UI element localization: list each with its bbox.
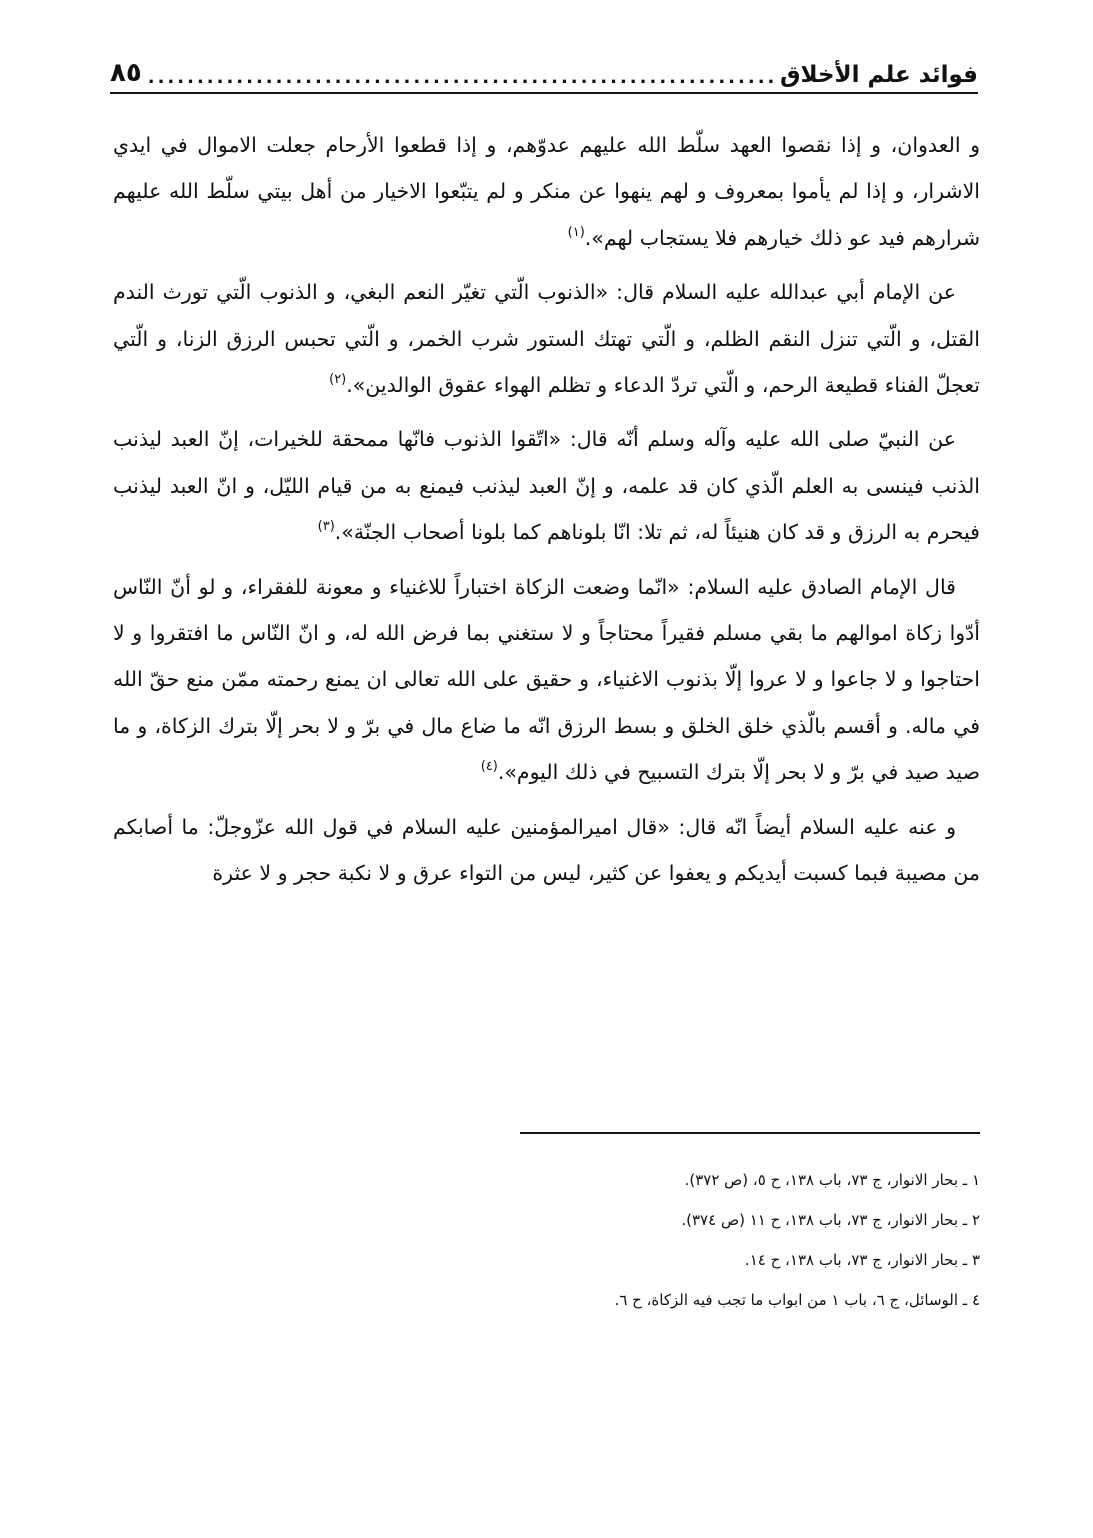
footnotes bbox=[380, 1162, 980, 1322]
footnote-ref-3: (٣) bbox=[317, 519, 335, 535]
main-text bbox=[113, 122, 980, 905]
running-title: فوائد علم الأخلاق bbox=[779, 62, 978, 88]
header-dot-leader bbox=[148, 67, 774, 88]
paragraph-3: عن النبيّ صلى الله عليه وآله وسلم أنّه قال: «اتّقوا الذنوب فانّها ممحقة للخيرات، إنّ العبد ليذنب الذنب فينسى به العلم الّذي كان قد علمه، و إنّ العبد ليذنب فيمنع به من قيام الليّل، و انّ العبد ليذنب فيحرم به الرزق و قد كان هنيئاً له، ثم تلا: انّا بلوناهم كما بلونا أصحاب الجنّة».$^{(٣)}$ bbox=[113, 427, 980, 545]
paragraph-5: و عنه عليه السلام أيضاً انّه قال: «قال اميرالمؤمنين عليه السلام في قول الله عزّوجلّ: ما أصابكم من مصيبة فبما كسبت أيديكم و يعفوا عن كثير، ليس من التواء عرق و لا نكبة حجر و لا عثرة bbox=[113, 814, 980, 886]
paragraph-1: و العدوان، و إذا نقصوا العهد سلّط الله عليهم عدوّهم، و إذا قطعوا الأرحام جعلت الاموال في ايدي الاشرار، و إذا لم يأموا بمعروف و لهم ينهوا عن منكر و لم يتبّعوا الاخيار من أهل بيتي سلّط الله عليهم شرارهم فيد عو ذلك خيارهم فلا يستجاب لهم».$^{(١)}$ bbox=[113, 133, 980, 250]
footnote-4: ٤ ـ الوسائل، ج ٦، باب ١ من ابواب ما تجب فيه الزكاة، ح ٦. bbox=[614, 1291, 980, 1309]
footnote-ref-1: (١) bbox=[567, 224, 585, 240]
footnote-ref-4: (٤) bbox=[480, 759, 498, 775]
paragraph-4: قال الإمام الصادق عليه السلام: «انّما وضعت الزكاة اختباراً للاغنياء و معونة للفقراء، و لو أنّ النّاس أدّوا زكاة اموالهم ما بقي مسلم فقيراً محتاجاً و لا ستغني بما فرض الله له، و انّ النّاس ما افتقروا و لا احتاجوا و لا جاعوا و لا عروا إلّا بذنوب الاغنياء، و حقيق على الله تعالى ان يمنع رحمته ممّن منع حقّ الله في ماله. و أقسم بالّذي خلق الخلق و بسط الرزق انّه ما ضاع مال في برّ و لا بحر إلّا بترك الزكاة، و ما صيد صيد في برّ و لا بحر إلّا بترك التسبيح في ذلك اليوم».$^{(٤)}$ bbox=[113, 574, 980, 785]
footnote-1: ١ ـ بحار الانوار، ج ٧٣، باب ١٣٨، ح ٥، (ص ٣٧٢). bbox=[684, 1171, 980, 1189]
page-number: ٨٥ bbox=[110, 58, 142, 88]
footnote-ref-2: (٢) bbox=[329, 372, 347, 388]
paragraph-2: عن الإمام أبي عبدالله عليه السلام قال: «الذنوب الّتي تغيّر النعم البغي، و الذنوب الّتي تورث الندم القتل، و الّتي تنزل النقم الظلم، و الّتي تهتك الستور شرب الخمر، و الّتي تحبس الرزق الزنا، و الّتي تعجلّ الفناء قطيعة الرحم، و الّتي تردّ الدعاء و تظلم الهواء عقوق الوالدين».$^{(٢)}$ bbox=[113, 280, 980, 398]
footnote-2: ٢ ـ بحار الانوار، ج ٧٣، باب ١٣٨، ح ١١ (ص ٣٧٤). bbox=[681, 1211, 980, 1229]
footnote-3: ٣ ـ بحار الانوار، ج ٧٣، باب ١٣٨، ح ١٤. bbox=[744, 1251, 980, 1269]
running-header bbox=[110, 50, 978, 94]
footnote-separator bbox=[520, 1132, 980, 1134]
